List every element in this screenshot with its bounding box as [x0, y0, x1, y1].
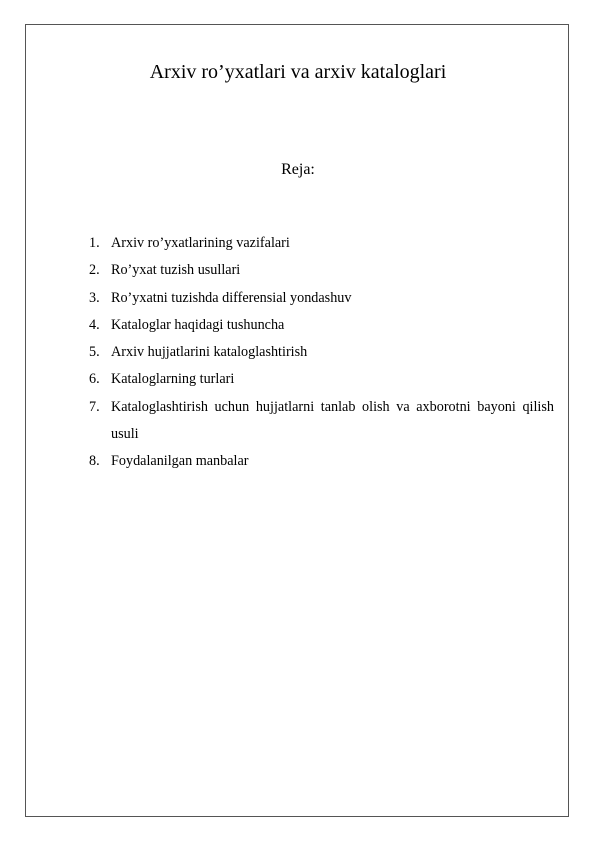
list-item-number: 7. [89, 398, 100, 415]
list-item-number: 8. [89, 453, 100, 470]
list-item-text: Arxiv hujjatlarini kataloglashtirish [111, 344, 308, 361]
plan-heading: Reja: [281, 161, 315, 178]
list-item-number: 5. [89, 344, 100, 361]
list-item [89, 448, 554, 475]
document-title: Arxiv ro’yxatlari va arxiv kataloglari [149, 61, 447, 83]
plan-list [89, 230, 554, 476]
list-item-text: Ro’yxatni tuzishda differensial yondashuv [111, 289, 352, 306]
list-item-text: Ro’yxat tuzish usullari [111, 262, 241, 279]
list-item-number: 6. [89, 371, 100, 388]
list-item-text: Arxiv ro’yxatlarining vazifalari [111, 235, 290, 251]
list-item [89, 366, 554, 393]
list-item-number: 2. [89, 262, 100, 279]
list-item [89, 394, 554, 449]
list-item-text: Kataloglashtirish uchun hujjatlarni tanlab olish va axborotni bayoni qilish usuli [111, 398, 554, 443]
list-item-number: 3. [89, 289, 100, 306]
list-item-text: Foydalanilgan manbalar [111, 453, 249, 470]
list-item [89, 285, 554, 312]
list-item [89, 339, 554, 366]
list-item [89, 230, 554, 257]
list-item [89, 312, 554, 339]
list-item-number: 1. [89, 235, 100, 251]
list-item [89, 257, 554, 284]
list-item-number: 4. [89, 316, 100, 333]
list-item-text: Kataloglar haqidagi tushuncha [111, 316, 285, 333]
list-item-text: Kataloglarning turlari [111, 371, 235, 388]
